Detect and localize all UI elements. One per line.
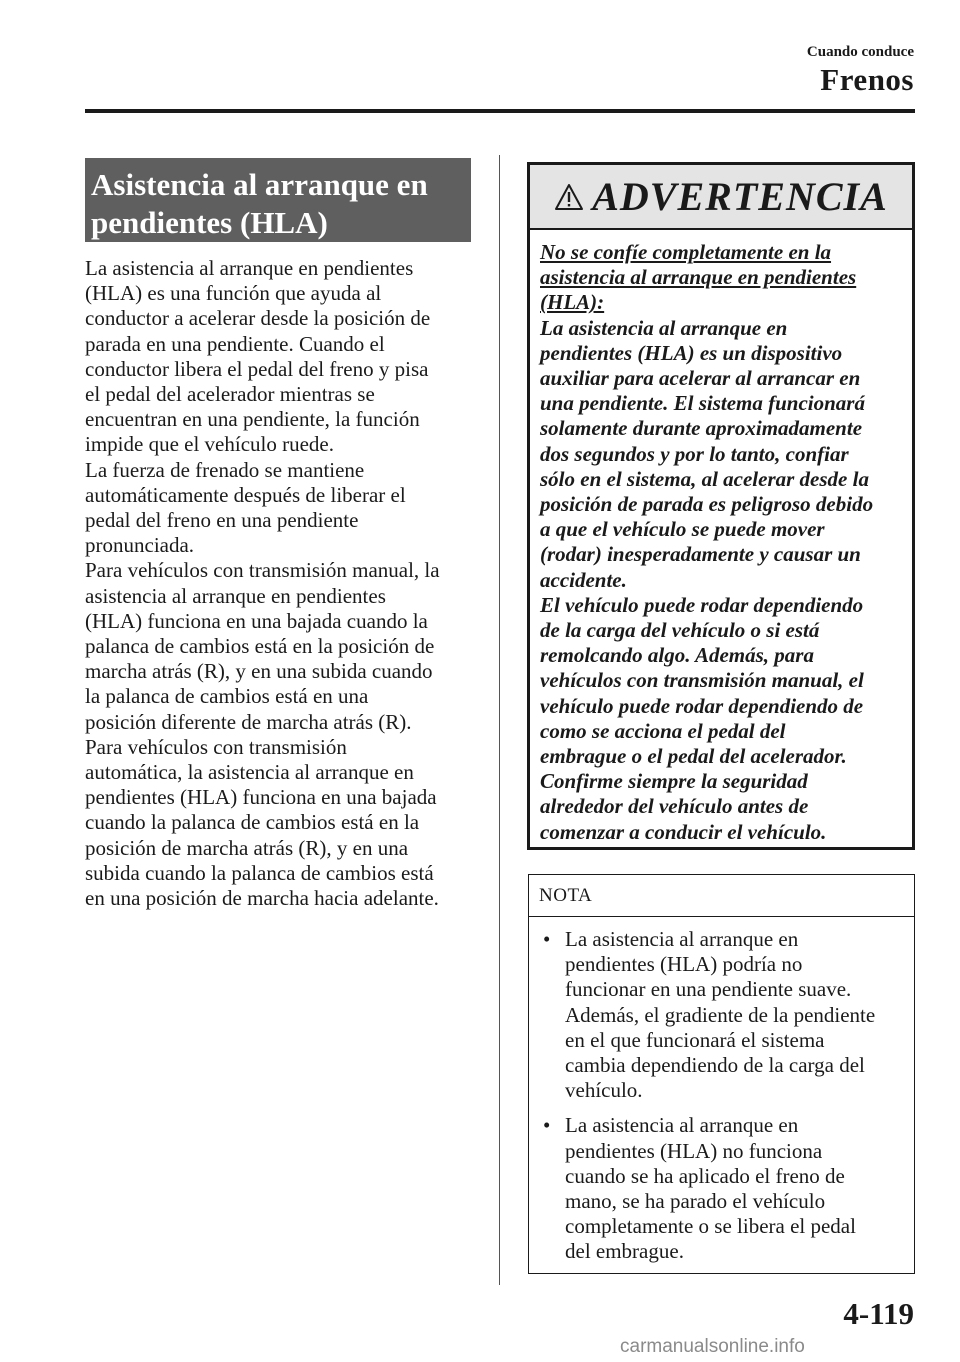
body-line: impide que el vehículo ruede. <box>85 432 334 457</box>
warning-line: vehículos con transmisión manual, el <box>540 668 864 693</box>
note-line: mano, se ha parado el vehículo <box>565 1189 826 1214</box>
note-line: completamente o se libera el pedal <box>565 1214 856 1239</box>
warning-heading-line: No se confíe completamente en la <box>540 240 832 264</box>
body-line: automática, la asistencia al arranque en <box>85 760 414 785</box>
note-line: en el que funcionará el sistema <box>565 1027 825 1052</box>
running-header-title: Frenos <box>820 62 914 97</box>
warning-line: embrague o el pedal del acelerador. <box>540 744 847 769</box>
body-line: La asistencia al arranque en pendientes <box>85 256 414 280</box>
note-box <box>528 874 915 1274</box>
body-line: La fuerza de frenado se mantiene <box>85 457 365 482</box>
warning-triangle-icon <box>554 182 584 212</box>
note-item <box>537 1113 906 1264</box>
note-line: cuando se ha aplicado el freno de <box>565 1163 845 1188</box>
warning-line: de la carga del vehículo o si está <box>540 618 820 643</box>
body-line: posición diferente de marcha atrás (R). <box>85 709 412 734</box>
body-line: pronunciada. <box>85 533 195 558</box>
note-list <box>529 917 914 1265</box>
warning-line: alrededor del vehículo antes de <box>540 794 809 819</box>
note-line: pendientes (HLA) no funciona <box>565 1138 823 1163</box>
bullet-icon: • <box>543 927 551 951</box>
body-line: (HLA) es una función que ayuda al <box>85 281 382 306</box>
warning-line: El vehículo puede rodar dependiendo <box>540 592 864 617</box>
warning-title: ADVERTENCIA <box>592 174 888 219</box>
warning-line: La asistencia al arranque en <box>540 315 788 340</box>
page-number: 4-119 <box>843 1296 914 1331</box>
body-line: Para vehículos con transmisión <box>85 734 347 759</box>
warning-line: remolcando algo. Además, para <box>540 643 814 668</box>
body-line: pendientes (HLA) funciona en una bajada <box>85 785 437 810</box>
body-text <box>85 256 475 911</box>
section-heading <box>85 158 471 242</box>
warning-heading <box>540 240 902 316</box>
warning-line: Confirme siempre la seguridad <box>540 769 808 794</box>
warning-heading-line: (HLA): <box>540 290 605 315</box>
warning-line: posición de parada es peligroso debido <box>540 492 874 517</box>
body-line: encuentran en una pendiente, la función <box>85 407 420 432</box>
body-line: en una posición de marcha hacia adelante. <box>85 886 439 911</box>
warning-line: como se acciona el pedal del <box>540 718 786 743</box>
warning-line: sólo en el sistema, al acelerar desde la <box>540 466 869 491</box>
warning-line: (rodar) inesperadamente y causar un <box>540 542 861 567</box>
body-line: el pedal del acelerador mientras se <box>85 382 375 407</box>
body-line: marcha atrás (R), y en una subida cuando <box>85 659 433 684</box>
body-line: palanca de cambios está en la posición de <box>85 634 435 659</box>
body-line: la palanca de cambios está en una <box>85 684 369 709</box>
note-line: Además, el gradiente de la pendiente <box>565 1002 876 1027</box>
column-divider <box>499 155 500 1285</box>
section-heading-line: pendientes (HLA) <box>91 205 328 240</box>
section-heading-line: Asistencia al arranque en <box>91 167 428 202</box>
body-line: (HLA) funciona en una bajada cuando la <box>85 608 428 633</box>
warning-header <box>530 165 912 230</box>
note-line: cambia dependiendo de la carga del <box>565 1053 865 1078</box>
warning-line: auxiliar para acelerar al arrancar en <box>540 366 861 391</box>
body-line: conductor a acelerar desde la posición de <box>85 306 431 331</box>
body-line: automáticamente después de liberar el <box>85 482 406 507</box>
watermark: carmanualsonline.info <box>620 1336 805 1357</box>
warning-line: accidente. <box>540 567 627 592</box>
warning-line: solamente durante aproximadamente <box>540 416 863 441</box>
body-line: cuando la palanca de cambios está en la <box>85 810 420 835</box>
body-line: parada en una pendiente. Cuando el <box>85 331 385 356</box>
body-line: asistencia al arranque en pendientes <box>85 583 386 608</box>
warning-heading-line: asistencia al arranque en pendientes <box>540 265 857 290</box>
warning-body <box>530 230 912 845</box>
note-line: funcionar en una pendiente suave. <box>565 977 852 1002</box>
body-line: pedal del freno en una pendiente <box>85 508 359 533</box>
note-line: La asistencia al arranque en <box>565 927 799 951</box>
bullet-icon: • <box>543 1113 551 1138</box>
running-header-section: Cuando conduce <box>806 44 914 60</box>
warning-line: dos segundos y por lo tanto, confiar <box>540 441 849 466</box>
note-item <box>537 927 906 1103</box>
body-line: posición de marcha atrás (R), y en una <box>85 835 409 860</box>
body-line: Para vehículos con transmisión manual, la <box>85 558 440 583</box>
header-rule <box>85 109 915 113</box>
body-line: subida cuando la palanca de cambios está <box>85 860 434 885</box>
note-line: La asistencia al arranque en <box>565 1113 799 1138</box>
warning-line: pendientes (HLA) es un dispositivo <box>540 340 843 365</box>
note-line: vehículo. <box>565 1078 643 1103</box>
note-line: pendientes (HLA) podría no <box>565 952 803 977</box>
note-line: del embrague. <box>565 1239 684 1264</box>
body-line: conductor libera el pedal del freno y pisa <box>85 356 429 381</box>
warning-line: a que el vehículo se puede mover <box>540 517 825 542</box>
warning-box <box>527 162 915 850</box>
note-title: NOTA <box>529 875 914 917</box>
warning-line: vehículo puede rodar dependiendo de <box>540 693 864 718</box>
warning-line: comenzar a conducir el vehículo. <box>540 819 827 844</box>
warning-line: una pendiente. El sistema funcionará <box>540 391 865 416</box>
